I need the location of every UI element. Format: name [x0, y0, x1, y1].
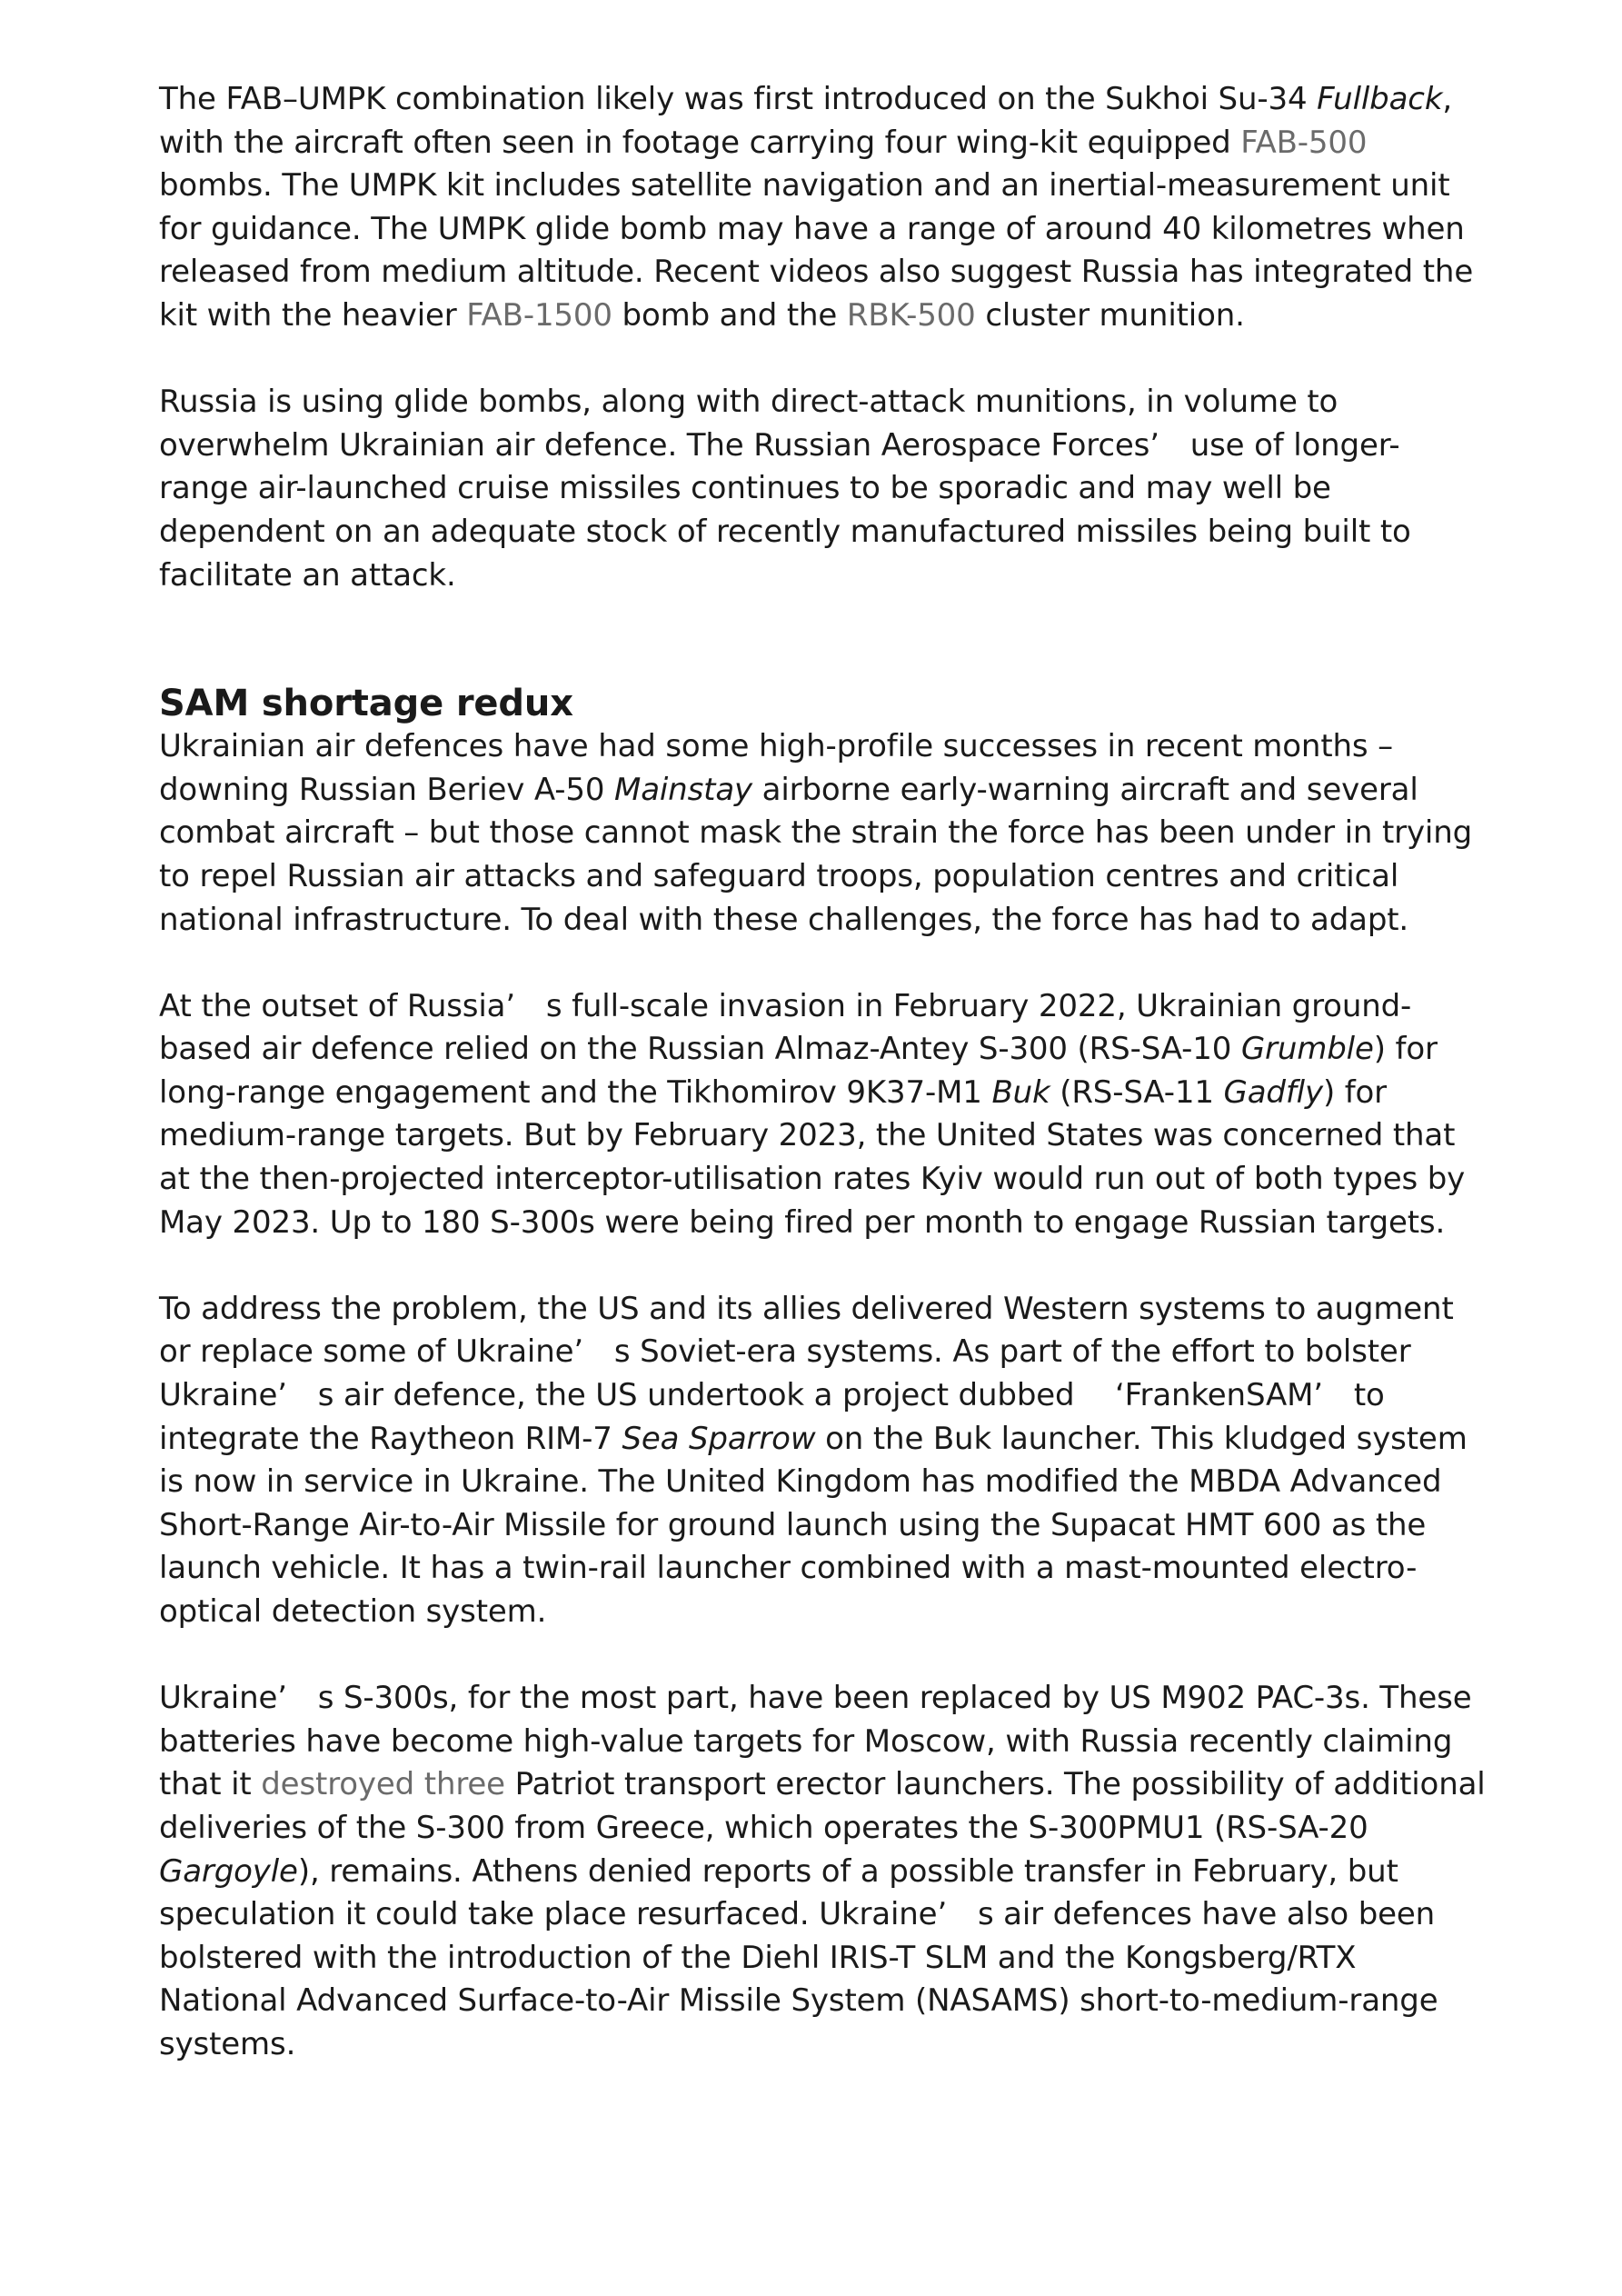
text-span: Ukrainian air defences have had some high-profile successes in recent months – downing Russian Beriev A-50 — [159, 728, 1393, 808]
article-body — [159, 78, 1486, 2110]
text-span: airborne early-warning aircraft and several combat aircraft – but those cannot mask the strain the force has been under in trying to repel Russian air attacks and safeguard troops, population centres and critical national infrastructure. To deal with these challenges, the force has had to adapt. — [159, 771, 1473, 938]
paragraph-glide-bombs: Russia is using glide bombs, along with direct-attack munitions, in volume to overwhelm Ukrainian air defence. The Russian Aerospace Forces’ use of longer-range air-launched cruise missiles continues to be sporadic and may well be dependent on an adequate stock of recently manufactured missiles being built to facilitate an attack. — [159, 384, 1411, 594]
italic-aircraft-name: Fullback — [1317, 81, 1443, 117]
text-span: ) for long-range engagement and the Tikhomirov 9K37-M1 — [159, 1031, 1438, 1111]
text-span: on the Buk launcher. This kludged system is now in service in Ukraine. The United Kingdom has modified the MBDA Advanced Short-Range Air-to-Air Missile for ground launch using the Supacat HMT 600 as the launch vehicle. It has a twin-rail launcher combined with a mast-mounted electro-optical detection system. — [159, 1420, 1468, 1630]
text-span: Patriot transport erector launchers. The possibility of additional deliveries of the S-300 from Greece, which operates the S-300PMU1 (RS-SA-20 — [159, 1766, 1486, 1846]
paragraph-patriot-replacement — [159, 1677, 1486, 2066]
text-span: (RS-SA-11 — [1050, 1073, 1224, 1111]
italic-missile-name: Sea Sparrow — [622, 1420, 816, 1457]
paragraph-fab-umpk — [159, 78, 1486, 338]
text-span: ), remains. Athens denied reports of a possible transfer in February, but speculation it could take place resurfaced. Ukraine’ s air defences have also been bolstered with the introduction of the Diehl IRIS-T SLM and the Kongsberg/RTX National Advanced Surface-to-Air Missile System (NASAMS) short-to-medium-range systems. — [159, 1852, 1438, 2062]
paragraph-outset-of-invasion — [159, 985, 1486, 1245]
italic-system-name: Grumble — [1240, 1031, 1374, 1068]
italic-system-name: Buk — [991, 1073, 1050, 1111]
text-span: cluster munition. — [975, 296, 1245, 334]
italic-aircraft-name: Mainstay — [614, 771, 752, 808]
text-span: bomb and the — [612, 296, 847, 334]
link-fab-1500[interactable]: FAB-1500 — [466, 296, 612, 334]
link-rbk-500[interactable]: RBK-500 — [846, 296, 976, 334]
link-destroyed-three[interactable]: destroyed three — [261, 1766, 505, 1803]
paragraph-western-systems — [159, 1288, 1486, 1634]
section-heading: SAM shortage redux — [159, 683, 573, 725]
text-span: bombs. The UMPK kit includes satellite navigation and an inertial-measurement unit for guidance. The UMPK glide bomb may have a range of around 40 kilometres when released from medium altitude. Recent videos also suggest Russia has integrated the kit with the heavier — [159, 167, 1474, 334]
text-span: Ukraine’ s S-300s, for the most part, have been replaced by US M902 PAC-3s. These batteries have become high-value targets for Moscow, with Russia recently claiming that it — [159, 1680, 1472, 1803]
text-span: To address the problem, the US and its allies delivered Western systems to augment or replace some of Ukraine’ s Soviet-era systems. As part of the effort to bolster Ukraine’ s air defence, the US undertook a project dubbed ‘FrankenSAM’ to integrate the Raytheon RIM-7 — [159, 1290, 1454, 1457]
text-span: The FAB–UMPK combination likely was first introduced on the Sukhoi Su-34 — [159, 81, 1318, 117]
text-span: ) for medium-range targets. But by February 2023, the United States was concerned that at the then-projected interceptor-utilisation rates Kyiv would run out of both types by May 2023. Up to 180 S-300s were being fired per month to engage Russian targets. — [159, 1073, 1466, 1241]
text-span: , with the aircraft often seen in footage carrying four wing-kit equipped — [159, 81, 1453, 161]
text-span: At the outset of Russia’ s full-scale invasion in February 2022, Ukrainian ground-based air defence relied on the Russian Almaz-Antey S-300 (RS-SA-10 — [159, 987, 1412, 1068]
link-fab-500[interactable]: FAB-500 — [1240, 124, 1368, 161]
italic-system-name: Gadfly — [1223, 1073, 1323, 1111]
italic-system-name: Gargoyle — [159, 1852, 298, 1890]
paragraph-air-defence-successes — [159, 725, 1486, 942]
